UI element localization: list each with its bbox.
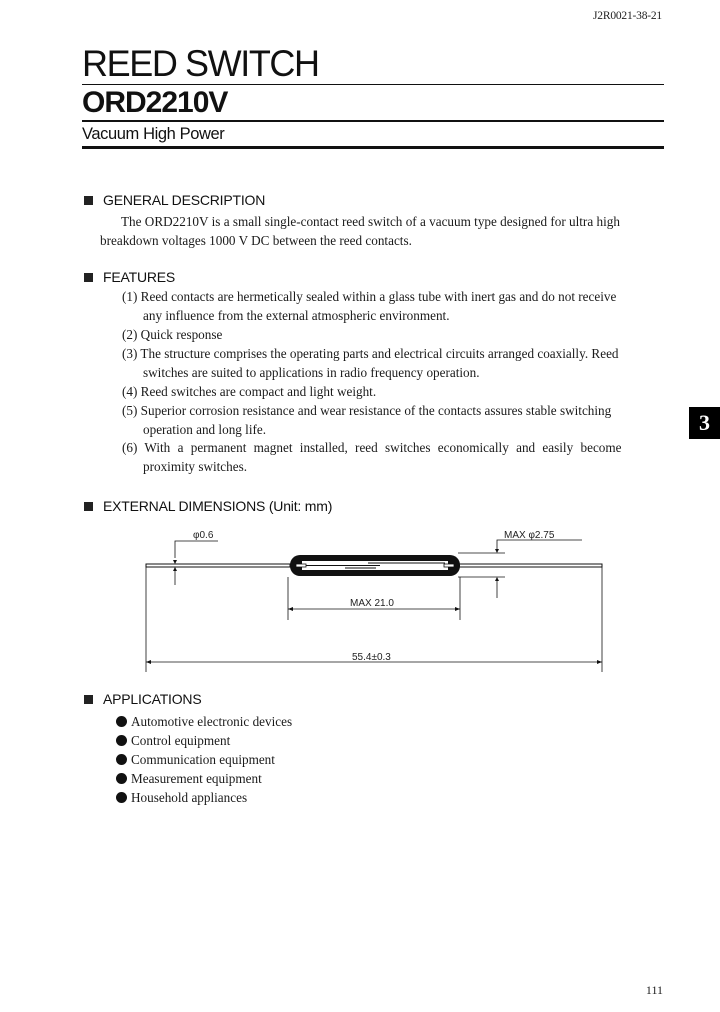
feature-text: (5) Superior corrosion resistance and wear resistance of the contacts assures stable switching bbox=[122, 403, 612, 418]
feature-text: (2) Quick response bbox=[122, 327, 223, 342]
feature-text-cont: any influence from the external atmospheric environment. bbox=[143, 308, 450, 323]
application-text: Communication equipment bbox=[131, 752, 275, 767]
lead-diameter-label: φ0.6 bbox=[193, 530, 214, 541]
list-item bbox=[116, 788, 292, 807]
heading-text: EXTERNAL DIMENSIONS (Unit: mm) bbox=[103, 498, 333, 514]
square-bullet-icon bbox=[84, 695, 93, 704]
applications-list bbox=[116, 712, 292, 807]
left-lead bbox=[146, 564, 290, 567]
feature-text: (4) Reed switches are compact and light weight. bbox=[122, 384, 377, 399]
document-code: J2R0021-38-21 bbox=[593, 10, 662, 22]
list-item bbox=[116, 712, 292, 731]
heading-text: FEATURES bbox=[103, 269, 176, 285]
page-number: 111 bbox=[645, 983, 663, 997]
list-item bbox=[116, 769, 292, 788]
model-number: ORD2210V bbox=[82, 86, 228, 119]
application-text: Measurement equipment bbox=[131, 771, 262, 786]
bullet-dot-icon bbox=[116, 792, 127, 803]
feature-text-cont: switches are suited to applications in radio frequency operation. bbox=[143, 365, 480, 380]
application-text: Control equipment bbox=[131, 733, 231, 748]
chapter-tab-marker: 3 bbox=[689, 407, 720, 439]
heading-text: APPLICATIONS bbox=[103, 691, 202, 707]
feature-text: (3) The structure comprises the operating parts and electrical circuits arranged coaxially. Reed bbox=[122, 346, 619, 361]
section-heading-applications bbox=[84, 691, 201, 707]
overall-length-label: 55.4±0.3 bbox=[352, 652, 391, 663]
heading-text: GENERAL DESCRIPTION bbox=[103, 192, 266, 208]
application-text: Household appliances bbox=[131, 790, 248, 805]
bullet-dot-icon bbox=[116, 716, 127, 727]
feature-text: (1) Reed contacts are hermetically sealed within a glass tube with inert gas and do not receive bbox=[122, 289, 617, 304]
bullet-dot-icon bbox=[116, 773, 127, 784]
description-line-1: The ORD2210V is a small single-contact reed switch of a vacuum type designed for ultra high bbox=[121, 214, 620, 229]
description-line-2: breakdown voltages 1000 V DC between the reed contacts. bbox=[100, 233, 412, 248]
bullet-dot-icon bbox=[116, 754, 127, 765]
feature-text: (6) With a permanent magnet installed, reed switches economically and easily become bbox=[122, 440, 622, 455]
body-length-label: MAX 21.0 bbox=[350, 598, 394, 609]
bullet-dot-icon bbox=[116, 735, 127, 746]
application-text: Automotive electronic devices bbox=[131, 714, 293, 729]
feature-text-cont: proximity switches. bbox=[143, 459, 248, 474]
list-item bbox=[116, 750, 292, 769]
feature-text-cont: operation and long life. bbox=[143, 422, 267, 437]
product-subtitle: Vacuum High Power bbox=[82, 125, 225, 143]
body-diameter-label: MAX φ2.75 bbox=[504, 530, 555, 541]
page-title: REED SWITCH bbox=[82, 42, 319, 85]
right-lead bbox=[458, 564, 602, 567]
list-item bbox=[116, 731, 292, 750]
